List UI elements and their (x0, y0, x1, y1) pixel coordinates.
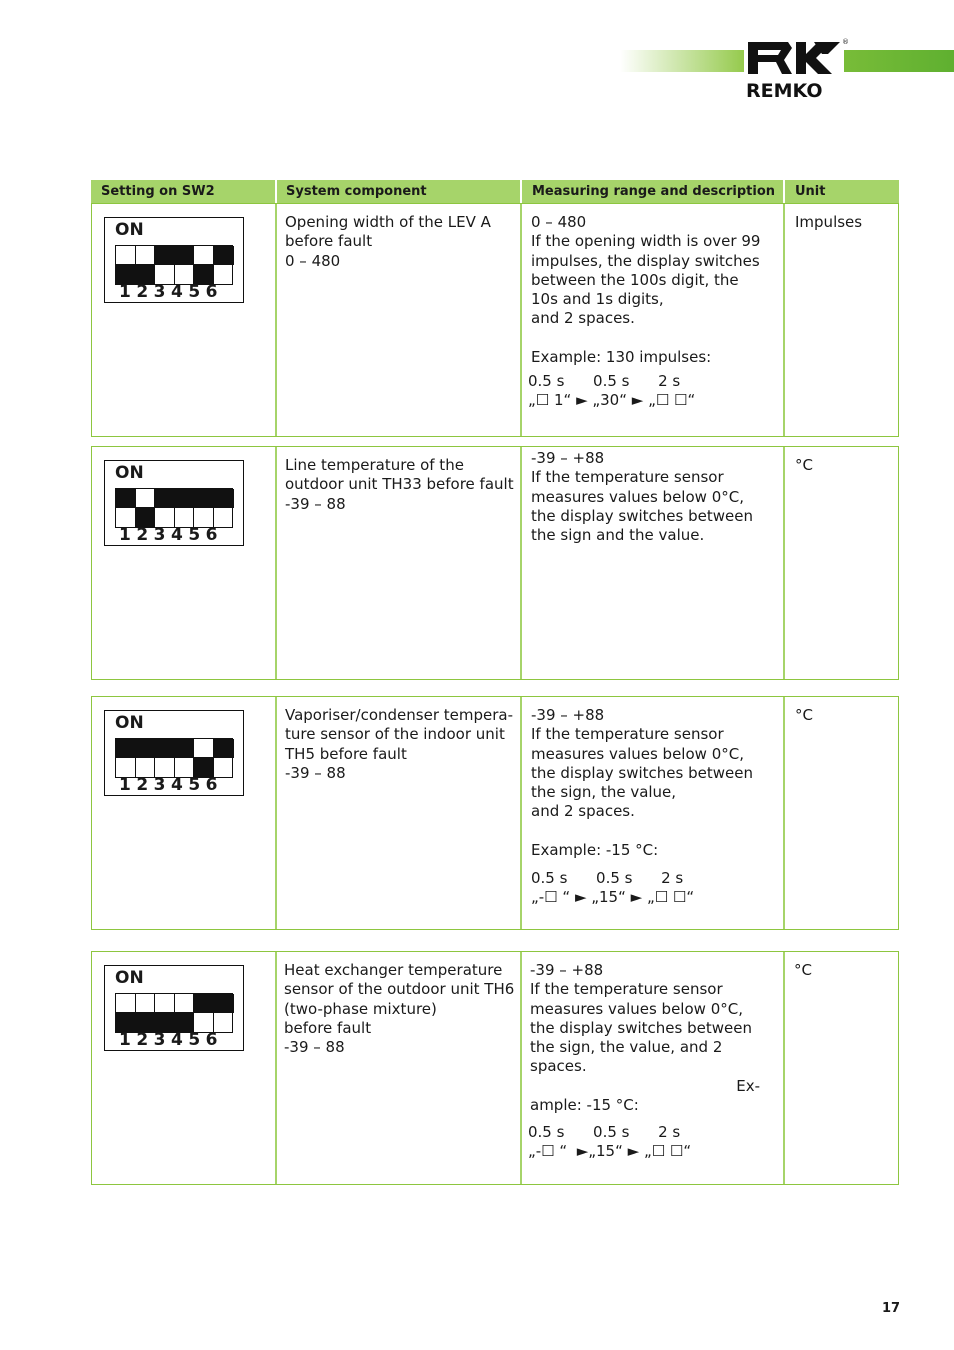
switch-cell (175, 739, 195, 758)
brand-name: REMKO (746, 80, 823, 102)
switch-cell (155, 994, 175, 1013)
column-divider (520, 952, 522, 1184)
switch-cell (214, 994, 234, 1013)
description-extra-text: ample: -15 °C: (530, 1096, 639, 1114)
unit-text: Impulses (795, 213, 863, 231)
column-divider (520, 697, 522, 929)
column-divider (275, 697, 277, 929)
switch-cell (136, 994, 156, 1013)
sequence-text: „-☐ “ ► „15“ ► „☐ ☐“ (531, 888, 695, 906)
column-divider (783, 204, 785, 436)
component-text: Vaporiser/condenser tempera- ture sensor of the indoor unit TH5 before fault -39 – 88 (285, 706, 513, 782)
switch-on-label: ON (115, 220, 144, 240)
switch-grid (115, 245, 233, 285)
switch-cell (214, 489, 234, 508)
description-text: -39 – +88 If the temperature sensor measures values below 0°C, the display switches between the sign, the value, and 2 spaces. (530, 961, 752, 1076)
switch-cell (136, 246, 156, 265)
unit-text: °C (794, 961, 812, 979)
header-component: System component (286, 184, 427, 199)
component-text: Line temperature of the outdoor unit TH33 before fault -39 – 88 (285, 456, 514, 513)
table-row (91, 696, 899, 930)
example-label-part: Ex- (736, 1077, 760, 1095)
description-extra-hyphen (530, 1077, 760, 1096)
remko-logo-mark-icon (744, 38, 844, 78)
switch-cell (116, 994, 136, 1013)
header-separator (520, 180, 522, 203)
component-text: Opening width of the LEV A before fault 0 – 480 (285, 213, 491, 270)
switch-cell (214, 739, 234, 758)
switch-numbers: 123456 (119, 525, 223, 545)
dip-switch (104, 710, 244, 796)
switch-on-label: ON (115, 968, 144, 988)
switch-cell (194, 489, 214, 508)
unit-text: °C (795, 456, 813, 474)
switch-cell (116, 739, 136, 758)
header-separator (783, 180, 785, 203)
description-text: -39 – +88 If the temperature sensor measures values below 0°C, the display switches between the sign, the value, and 2 spaces. Example: -15 °C: (531, 706, 753, 860)
switch-cell (214, 246, 234, 265)
switch-cell (194, 739, 214, 758)
switch-cell (155, 246, 175, 265)
switch-cell (194, 246, 214, 265)
sequence-text: „-☐ “ ►„15“ ► „☐ ☐“ (528, 1142, 692, 1160)
switch-cell (155, 489, 175, 508)
column-divider (520, 447, 522, 679)
column-divider (275, 447, 277, 679)
table-header (91, 180, 899, 203)
dip-switch (104, 965, 244, 1051)
component-text: Heat exchanger temperature sensor of the outdoor unit TH6 (two-phase mixture) before fault -39 – 88 (284, 961, 515, 1057)
header-unit: Unit (795, 184, 826, 199)
column-divider (275, 204, 277, 436)
table-row (91, 203, 899, 437)
header-separator (275, 180, 277, 203)
timing-text: 0.5 s 0.5 s 2 s (531, 869, 684, 887)
header-setting: Setting on SW2 (101, 184, 215, 199)
page-number: 17 (882, 1301, 901, 1316)
timing-text: 0.5 s 0.5 s 2 s (528, 372, 681, 390)
switch-cell (175, 489, 195, 508)
switch-grid (115, 738, 233, 778)
switch-numbers: 123456 (119, 282, 223, 302)
timing-text: 0.5 s 0.5 s 2 s (528, 1123, 681, 1141)
switch-cell (116, 489, 136, 508)
switch-numbers: 123456 (119, 1030, 223, 1050)
switch-cell (136, 739, 156, 758)
sequence-text: „☐ 1“ ► „30“ ► „☐ ☐“ (528, 391, 696, 409)
switch-grid (115, 488, 233, 528)
column-divider (783, 697, 785, 929)
switch-cell (175, 994, 195, 1013)
column-divider (783, 952, 785, 1184)
column-divider (783, 447, 785, 679)
header-description: Measuring range and description (532, 184, 776, 199)
column-divider (275, 952, 277, 1184)
description-text: 0 – 480 If the opening width is over 99 impulses, the display switches between the 100s digit, the 10s and 1s digits, and 2 spaces. Example: 130 impulses: (531, 213, 761, 367)
switch-grid (115, 993, 233, 1033)
switch-cell (175, 246, 195, 265)
switch-cell (116, 246, 136, 265)
table-row (91, 446, 899, 680)
registered-mark: ® (842, 38, 849, 46)
switch-cell (194, 994, 214, 1013)
switch-on-label: ON (115, 463, 144, 483)
switch-cell (136, 489, 156, 508)
column-divider (520, 204, 522, 436)
dip-switch (104, 217, 244, 303)
switch-on-label: ON (115, 713, 144, 733)
switch-cell (155, 739, 175, 758)
dip-switch (104, 460, 244, 546)
description-text: -39 – +88 If the temperature sensor measures values below 0°C, the display switches between the sign and the value. (531, 449, 753, 545)
unit-text: °C (795, 706, 813, 724)
switch-numbers: 123456 (119, 775, 223, 795)
table-row (91, 951, 899, 1185)
